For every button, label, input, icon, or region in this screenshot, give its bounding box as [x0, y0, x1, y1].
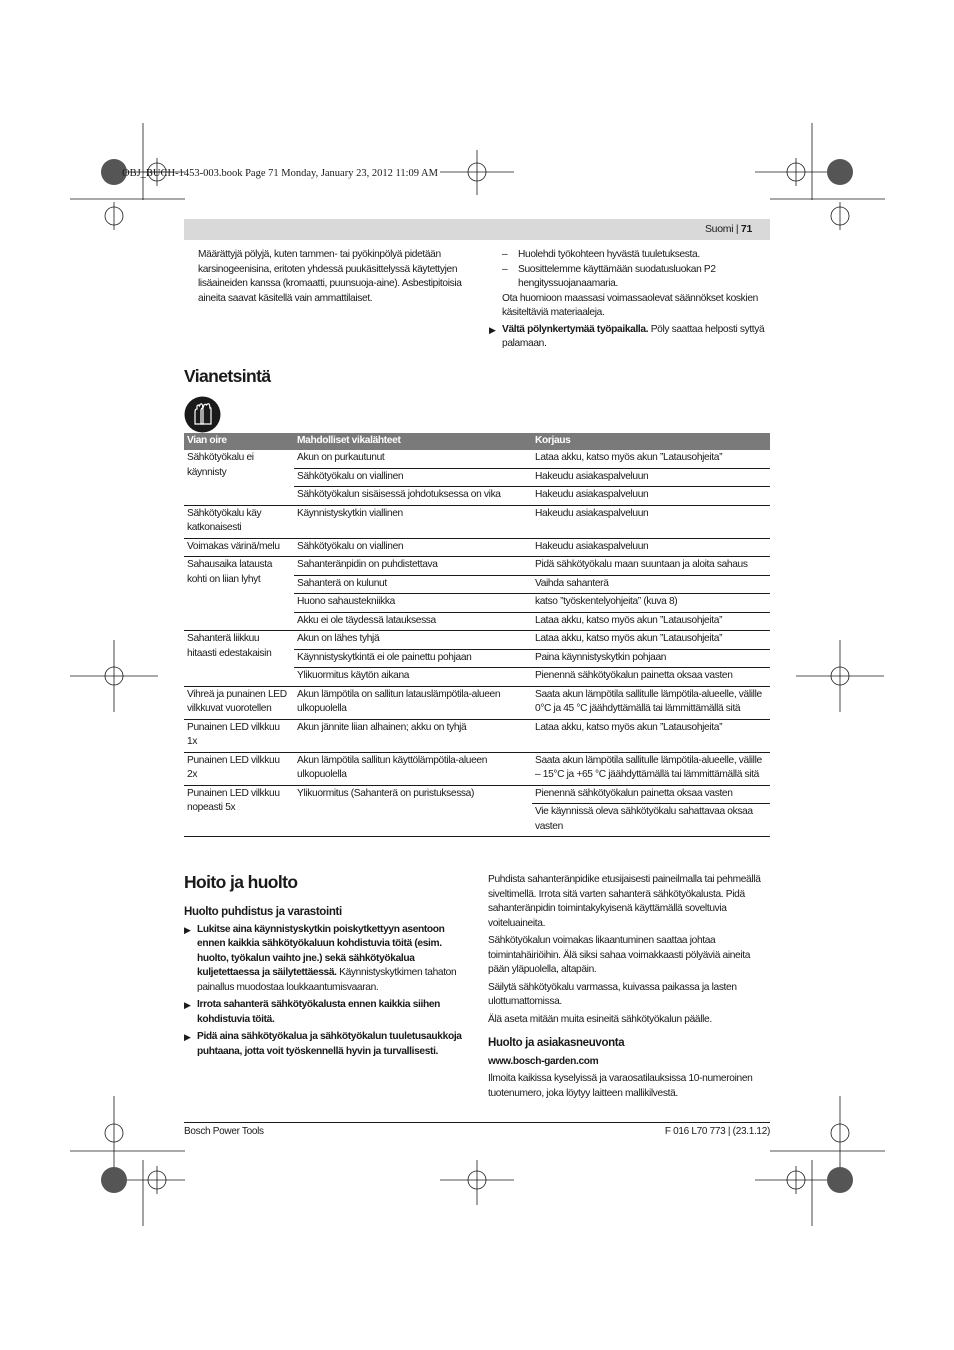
table-row [184, 719, 770, 752]
symptom-cell: Sähkötyökalu ei käynnisty [184, 450, 294, 505]
footer-divider [184, 1122, 770, 1123]
arrow-icon: ▶ [184, 1032, 191, 1042]
cause-cell: Akku ei ole täydessä latauksessa [294, 612, 532, 631]
dash-item: – Huolehdi työkohteen hyvästä tuuletuksesta. [502, 249, 700, 260]
col-header: Korjaus [532, 433, 770, 450]
intro-right [489, 248, 770, 352]
section-title-troubleshooting: Vianetsintä [184, 366, 271, 386]
header-language: Suomi [704, 223, 734, 235]
col-header: Mahdolliset vikalähteet [294, 433, 532, 450]
symptom-cell: Sähkötyökalu käy katkonaisesti [184, 505, 294, 538]
table-row [184, 505, 770, 538]
fix-cell: Pidä sähkötyökalu maan suuntaan ja aloita sahaus [532, 557, 770, 576]
symptom-cell: Sahausaika latausta kohti on liian lyhyt [184, 557, 294, 631]
cause-cell: Sahanterä on kulunut [294, 575, 532, 594]
cause-cell: Ylikuormitus käytön aikana [294, 668, 532, 687]
cause-cell: Sähkötyökalu on viallinen [294, 538, 532, 557]
fix-cell: Vaihda sahanterä [532, 575, 770, 594]
fix-cell: Saata akun lämpötila sallitulle lämpötila-alueelle, välille – 15°C ja +65 °C jäähdyttämällä tai lämmittämällä sitä [532, 752, 770, 785]
page-header [184, 219, 770, 240]
fix-cell: Lataa akku, katso myös akun ”Latausohjeita” [532, 631, 770, 650]
paragraph: Älä aseta mitään muita esineitä sähkötyökalun päälle. [488, 1013, 712, 1025]
fix-cell: Hakeudu asiakaspalveluun [532, 538, 770, 557]
fix-cell: Vie käynnissä oleva sähkötyökalu sahattavaa oksaa vasten [532, 804, 770, 837]
fix-cell: Pienennä sähkötyökalun painetta oksaa vasten [532, 668, 770, 687]
bullet-item: ▶ Lukitse aina käynnistyskytkin poiskytkettyyn asentoon ennen kaikkia sähkötyökaluun kohdistuvia töitä (esim. huolto, työkalun vaihto jne.) sekä sähkötyökalua kuljetettaessa ja säilytettäessä. Käynnistyskytkimen tahaton painallus muodostaa loukkaantumisvaaran. [184, 923, 468, 996]
gloves-icon [184, 396, 221, 433]
fix-cell: Hakeudu asiakaspalveluun [532, 468, 770, 487]
paragraph: Puhdista sahanteränpidike etusijaisesti paineilmalla tai pehmeällä siveltimellä. Irrota sitä varten sahanterä sähkötyökalusta. Pidä sahanteränpidin toimintakykyisenä käyttämällä soveltuvia voiteluaineita. [488, 874, 761, 929]
symptom-cell: Sahanterä liikkuu hitaasti edestakaisin [184, 631, 294, 687]
cause-cell: Akun lämpötila on sallitun latauslämpötila-alueen ulkopuolella [294, 686, 532, 719]
fix-cell: Lataa akku, katso myös akun ”Latausohjeita” [532, 450, 770, 468]
paragraph: Säilytä sähkötyökalu varmassa, kuivassa paikassa ja lasten ulottumattomissa. [488, 981, 737, 1007]
fix-cell: Lataa akku, katso myös akun ”Latausohjeita” [532, 719, 770, 752]
bullet-item: ▶ Pidä aina sähkötyökalua ja sähkötyökalun tuuletusaukkoja puhtaana, jotta voit työskennellä hyvin ja turvallisesti. [184, 1030, 468, 1059]
footer-right: F 016 L70 773 | (23.1.12) [664, 1126, 770, 1137]
cause-cell: Sähkötyökalu on viallinen [294, 468, 532, 487]
fix-cell: Pienennä sähkötyökalun painetta oksaa vasten [532, 785, 770, 804]
cause-cell: Akun on purkautunut [294, 450, 532, 468]
cause-cell: Huono sahaustekniikka [294, 594, 532, 613]
page-number: 71 [740, 223, 752, 235]
arrow-icon: ▶ [489, 324, 496, 335]
arrow-icon: ▶ [184, 1000, 191, 1010]
cause-cell: Akun on lähes tyhjä [294, 631, 532, 650]
service-url[interactable]: www.bosch-garden.com [488, 1055, 599, 1067]
cause-cell: Akun lämpötila sallitun käyttölämpötila-alueen ulkopuolella [294, 752, 532, 785]
intro-left [198, 248, 468, 308]
fix-cell: Saata akun lämpötila sallitulle lämpötila-alueelle, välille 0°C ja 45 °C jäähdyttämällä tai lämmittämällä sitä [532, 686, 770, 719]
table-row [184, 686, 770, 719]
dash-item: – Suosittelemme käyttämään suodatusluokan P2 hengityssuojanaamaria. [502, 263, 716, 289]
service-text: Ilmoita kaikissa kyselyissä ja varaosatilauksissa 10-numeroinen tuotenumero, joka löytyy laitteen mallikilvestä. [488, 1073, 753, 1099]
cause-cell: Sahanteränpidin on puhdistettava [294, 557, 532, 576]
fix-cell: Paina käynnistyskytkin pohjaan [532, 649, 770, 668]
col-header: Vian oire [184, 433, 294, 450]
cause-cell: Akun jännite liian alhainen; akku on tyhjä [294, 719, 532, 752]
section-title-maintenance: Hoito ja huolto [184, 872, 298, 892]
arrow-icon: ▶ [184, 924, 191, 935]
cause-cell: Käynnistyskytkin viallinen [294, 505, 532, 538]
footer-left: Bosch Power Tools [184, 1126, 264, 1137]
troubleshooting-table [184, 433, 770, 837]
header-label: Suomi | 71 [704, 223, 752, 235]
subsection-title: Huolto puhdistus ja varastointi [184, 906, 342, 918]
table-row [184, 752, 770, 785]
symptom-cell: Punainen LED vilkkuu nopeasti 5x [184, 785, 294, 837]
paragraph: Sähkötyökalun voimakas likaantuminen saattaa johtaa toimintahäiriöihin. Älä siksi sahaa voimakkaasti pölyäviä aineita pään yläpuolella, altapäin. [488, 935, 751, 975]
table-row [184, 450, 770, 468]
maintenance-right [488, 873, 770, 1103]
cause-cell: Ylikuormitus (Sahanterä on puristuksessa) [294, 785, 532, 837]
table-header-row [184, 433, 770, 450]
symptom-cell: Punainen LED vilkkuu 1x [184, 719, 294, 752]
book-info-line: OBJ_BUCH-1453-003.book Page 71 Monday, January 23, 2012 11:09 AM [122, 168, 438, 179]
symptom-cell: Voimakas värinä/melu [184, 538, 294, 557]
table-row [184, 557, 770, 576]
intro-note: Ota huomioon maassasi voimassaolevat säännökset koskien käsiteltäviä materiaaleja. [502, 292, 758, 318]
service-title: Huolto ja asiakasneuvonta [488, 1037, 625, 1049]
table-row [184, 631, 770, 650]
symptom-cell: Vihreä ja punainen LED vilkkuvat vuorotellen [184, 686, 294, 719]
fix-cell: Hakeudu asiakaspalveluun [532, 487, 770, 506]
table-row [184, 538, 770, 557]
fix-cell: Lataa akku, katso myös akun ”Latausohjeita” [532, 612, 770, 631]
warning-item: ▶ Vältä pölynkertymää työpaikalla. Pöly saattaa helposti syttyä palamaan. [489, 323, 770, 352]
bullet-item: ▶ Irrota sahanterä sähkötyökalusta ennen kaikkia siihen kohdistuvia töitä. [184, 998, 468, 1027]
intro-left-text: Määrättyjä pölyjä, kuten tammen- tai pyökinpölyä pidetään karsinogeenisina, eritoten yhdessä puukäsittelyssä käytettyjen lisäaineiden kanssa (kromaatti, puunsuoja-aine). Asbestipitoisia aineita saavat käsitellä vain ammattilaiset. [198, 249, 462, 304]
fix-cell: Hakeudu asiakaspalveluun [532, 505, 770, 538]
cause-cell: Käynnistyskytkintä ei ole painettu pohjaan [294, 649, 532, 668]
maintenance-left [184, 905, 468, 1059]
table-row [184, 785, 770, 804]
cause-cell: Sähkötyökalun sisäisessä johdotuksessa on vika [294, 487, 532, 506]
symptom-cell: Punainen LED vilkkuu 2x [184, 752, 294, 785]
fix-cell: katso ”työskentelyohjeita” (kuva 8) [532, 594, 770, 613]
